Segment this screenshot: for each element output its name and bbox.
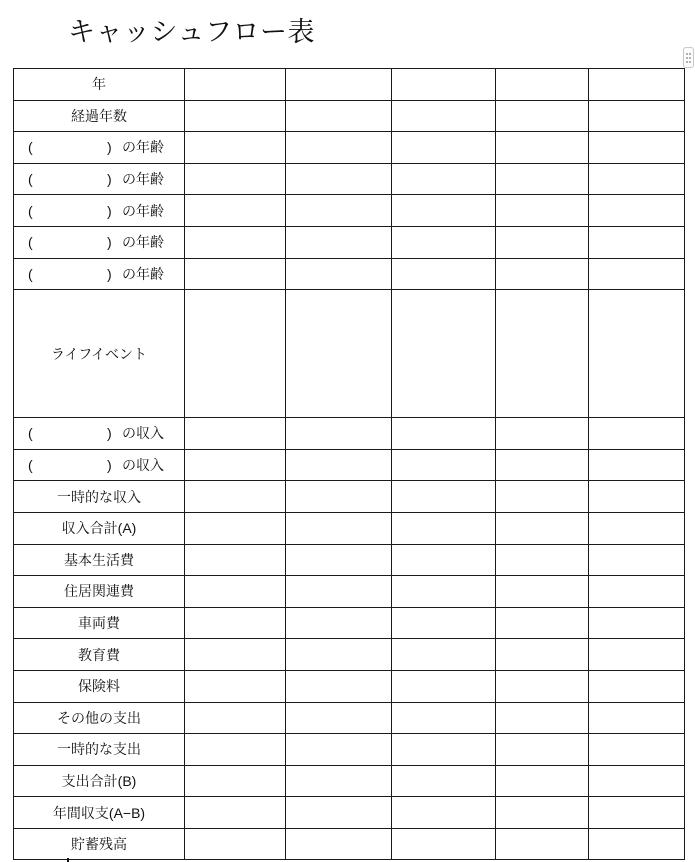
- table-cell[interactable]: [589, 163, 685, 195]
- row-label-housing: 住居関連費: [14, 576, 185, 608]
- row-label-income: [14, 449, 185, 481]
- table-cell[interactable]: [185, 258, 286, 290]
- table-cell[interactable]: [392, 132, 496, 164]
- table-cell[interactable]: [185, 163, 286, 195]
- table-row-year: [14, 69, 685, 101]
- table-cell[interactable]: [496, 765, 589, 797]
- table-cell[interactable]: [392, 797, 496, 829]
- table-cell[interactable]: [392, 544, 496, 576]
- table-cell[interactable]: [185, 69, 286, 101]
- table-row-age: [14, 258, 685, 290]
- paren-close: ): [107, 457, 112, 474]
- row-label-income: [14, 418, 185, 450]
- table-cell[interactable]: [286, 734, 392, 766]
- table-cell[interactable]: [392, 449, 496, 481]
- table-cell[interactable]: [392, 828, 496, 860]
- table-cell[interactable]: [589, 290, 685, 418]
- row-label-other-expense: その他の支出: [14, 702, 185, 734]
- table-row-expense-total: [14, 765, 685, 797]
- table-cell[interactable]: [392, 639, 496, 671]
- table-cell[interactable]: [496, 258, 589, 290]
- table-cell[interactable]: [286, 639, 392, 671]
- table-cell[interactable]: [185, 734, 286, 766]
- table-cell[interactable]: [185, 797, 286, 829]
- table-cell[interactable]: [185, 639, 286, 671]
- table-row-savings-balance: [14, 828, 685, 860]
- table-cell[interactable]: [589, 607, 685, 639]
- table-cell[interactable]: [185, 195, 286, 227]
- row-label-age: [14, 226, 185, 258]
- table-row-income: [14, 449, 685, 481]
- table-cell[interactable]: [589, 449, 685, 481]
- table-cell[interactable]: [496, 226, 589, 258]
- table-cell[interactable]: [286, 670, 392, 702]
- table-cell[interactable]: [185, 132, 286, 164]
- table-cell[interactable]: [286, 481, 392, 513]
- paren-close: ): [107, 425, 112, 442]
- table-cell[interactable]: [286, 702, 392, 734]
- row-label-age: [14, 195, 185, 227]
- table-cell[interactable]: [392, 69, 496, 101]
- row-label-vehicle: 車両費: [14, 607, 185, 639]
- paren-open: (: [28, 425, 33, 442]
- table-cell[interactable]: [496, 69, 589, 101]
- table-cell[interactable]: [286, 544, 392, 576]
- table-cell[interactable]: [496, 797, 589, 829]
- row-label-temp-expense: 一時的な支出: [14, 734, 185, 766]
- table-cell[interactable]: [589, 418, 685, 450]
- income-suffix: の収入: [122, 425, 164, 442]
- table-cell[interactable]: [496, 576, 589, 608]
- age-suffix: の年齢: [122, 171, 164, 188]
- table-cell[interactable]: [185, 290, 286, 418]
- table-row-income-total: [14, 512, 685, 544]
- table-cell[interactable]: [185, 226, 286, 258]
- paren-open: (: [28, 139, 33, 156]
- table-row-life-event: [14, 290, 685, 418]
- table-cell[interactable]: [496, 512, 589, 544]
- table-cell[interactable]: [286, 195, 392, 227]
- table-cell[interactable]: [496, 290, 589, 418]
- table-cell[interactable]: [589, 258, 685, 290]
- table-cell[interactable]: [496, 734, 589, 766]
- table-cell[interactable]: [392, 512, 496, 544]
- paren-open: (: [28, 457, 33, 474]
- age-suffix: の年齢: [122, 202, 164, 219]
- age-suffix: の年齢: [122, 234, 164, 251]
- table-row-age: [14, 163, 685, 195]
- row-label-expense-total: 支出合計(B): [14, 765, 185, 797]
- table-cell[interactable]: [496, 163, 589, 195]
- table-cell[interactable]: [392, 418, 496, 450]
- paren-open: (: [28, 265, 33, 282]
- table-cell[interactable]: [496, 828, 589, 860]
- table-cell[interactable]: [589, 544, 685, 576]
- table-cell[interactable]: [589, 734, 685, 766]
- table-cell[interactable]: [392, 481, 496, 513]
- age-suffix: の年齢: [122, 265, 164, 282]
- table-cell[interactable]: [589, 481, 685, 513]
- table-cell[interactable]: [392, 702, 496, 734]
- paren-close: ): [107, 234, 112, 251]
- table-drag-handle-icon[interactable]: [683, 47, 694, 68]
- paren-close: ): [107, 265, 112, 282]
- row-label-income-total: 収入合計(A): [14, 512, 185, 544]
- table-cell[interactable]: [589, 132, 685, 164]
- table-cell[interactable]: [286, 132, 392, 164]
- table-cell[interactable]: [496, 481, 589, 513]
- table-cell[interactable]: [589, 69, 685, 101]
- table-cell[interactable]: [496, 639, 589, 671]
- table-row-vehicle: [14, 607, 685, 639]
- row-label-temp-income: 一時的な収入: [14, 481, 185, 513]
- table-cell[interactable]: [185, 607, 286, 639]
- table-cell[interactable]: [286, 226, 392, 258]
- cash-flow-table: [13, 68, 685, 860]
- table-cell[interactable]: [286, 765, 392, 797]
- table-row-housing: [14, 576, 685, 608]
- table-cell[interactable]: [496, 702, 589, 734]
- table-cell[interactable]: [392, 576, 496, 608]
- row-label-life-event: ライフイベント: [14, 290, 185, 418]
- paren-open: (: [28, 234, 33, 251]
- table-cell[interactable]: [185, 449, 286, 481]
- table-cell[interactable]: [496, 544, 589, 576]
- table-cell[interactable]: [286, 828, 392, 860]
- row-label-age: [14, 163, 185, 195]
- paren-open: (: [28, 171, 33, 188]
- table-cell[interactable]: [185, 481, 286, 513]
- table-row-other-expense: [14, 702, 685, 734]
- row-label-year: 年: [14, 69, 185, 101]
- table-row-age: [14, 132, 685, 164]
- table-cell[interactable]: [286, 69, 392, 101]
- table-cell[interactable]: [496, 132, 589, 164]
- table-cell[interactable]: [392, 258, 496, 290]
- row-label-basic-living: 基本生活費: [14, 544, 185, 576]
- table-row-temp-income: [14, 481, 685, 513]
- table-cell[interactable]: [286, 449, 392, 481]
- table-cell[interactable]: [496, 100, 589, 132]
- table-row-basic-living: [14, 544, 685, 576]
- table-row-age: [14, 226, 685, 258]
- table-cell[interactable]: [392, 195, 496, 227]
- table-cell[interactable]: [286, 290, 392, 418]
- table-cell[interactable]: [392, 226, 496, 258]
- paren-close: ): [107, 139, 112, 156]
- row-label-age: [14, 132, 185, 164]
- table-cell[interactable]: [392, 100, 496, 132]
- table-cell[interactable]: [496, 670, 589, 702]
- table-cell[interactable]: [589, 226, 685, 258]
- table-row-annual-balance: [14, 797, 685, 829]
- row-label-age: [14, 258, 185, 290]
- table-cell[interactable]: [392, 290, 496, 418]
- table-cell[interactable]: [286, 258, 392, 290]
- table-cell[interactable]: [185, 765, 286, 797]
- table-row-education: [14, 639, 685, 671]
- table-cell[interactable]: [185, 702, 286, 734]
- table-cell[interactable]: [589, 765, 685, 797]
- table-cell[interactable]: [589, 797, 685, 829]
- table-cell[interactable]: [286, 418, 392, 450]
- table-cell[interactable]: [286, 163, 392, 195]
- table-cell[interactable]: [392, 765, 496, 797]
- table-cell[interactable]: [496, 607, 589, 639]
- table-cell[interactable]: [286, 797, 392, 829]
- table-cell[interactable]: [392, 163, 496, 195]
- table-row-elapsed: [14, 100, 685, 132]
- row-label-savings-balance: 貯蓄残高: [14, 828, 185, 860]
- table-cell[interactable]: [185, 544, 286, 576]
- table-cell[interactable]: [185, 828, 286, 860]
- table-row-age: [14, 195, 685, 227]
- paren-close: ): [107, 202, 112, 219]
- table-cell[interactable]: [392, 670, 496, 702]
- table-cell[interactable]: [589, 512, 685, 544]
- table-cell[interactable]: [185, 670, 286, 702]
- table-cell[interactable]: [185, 418, 286, 450]
- table-cell[interactable]: [185, 512, 286, 544]
- table-cell[interactable]: [589, 195, 685, 227]
- row-label-insurance: 保険料: [14, 670, 185, 702]
- table-cell[interactable]: [496, 195, 589, 227]
- table-cell[interactable]: [589, 828, 685, 860]
- page-title: キャッシュフロー表: [68, 17, 315, 48]
- row-label-annual-balance: 年間収支(A−B): [14, 797, 185, 829]
- table-cell[interactable]: [589, 576, 685, 608]
- table-cell[interactable]: [589, 100, 685, 132]
- paren-close: ): [107, 171, 112, 188]
- table-cell[interactable]: [392, 607, 496, 639]
- table-cell[interactable]: [185, 100, 286, 132]
- age-suffix: の年齢: [122, 139, 164, 156]
- table-cell[interactable]: [589, 639, 685, 671]
- income-suffix: の収入: [122, 457, 164, 474]
- paren-open: (: [28, 202, 33, 219]
- table-cell[interactable]: [286, 512, 392, 544]
- table-cell[interactable]: [286, 576, 392, 608]
- table-cell[interactable]: [185, 576, 286, 608]
- table-row-income: [14, 418, 685, 450]
- table-cell[interactable]: [589, 702, 685, 734]
- table-cell[interactable]: [496, 418, 589, 450]
- row-label-elapsed-years: 経過年数: [14, 100, 185, 132]
- table-cell[interactable]: [392, 734, 496, 766]
- table-row-insurance: [14, 670, 685, 702]
- table-cell[interactable]: [496, 449, 589, 481]
- table-cell[interactable]: [589, 670, 685, 702]
- table-row-temp-expense: [14, 734, 685, 766]
- table-cell[interactable]: [286, 100, 392, 132]
- table-cell[interactable]: [286, 607, 392, 639]
- text-cursor-mark: [67, 858, 69, 862]
- row-label-education: 教育費: [14, 639, 185, 671]
